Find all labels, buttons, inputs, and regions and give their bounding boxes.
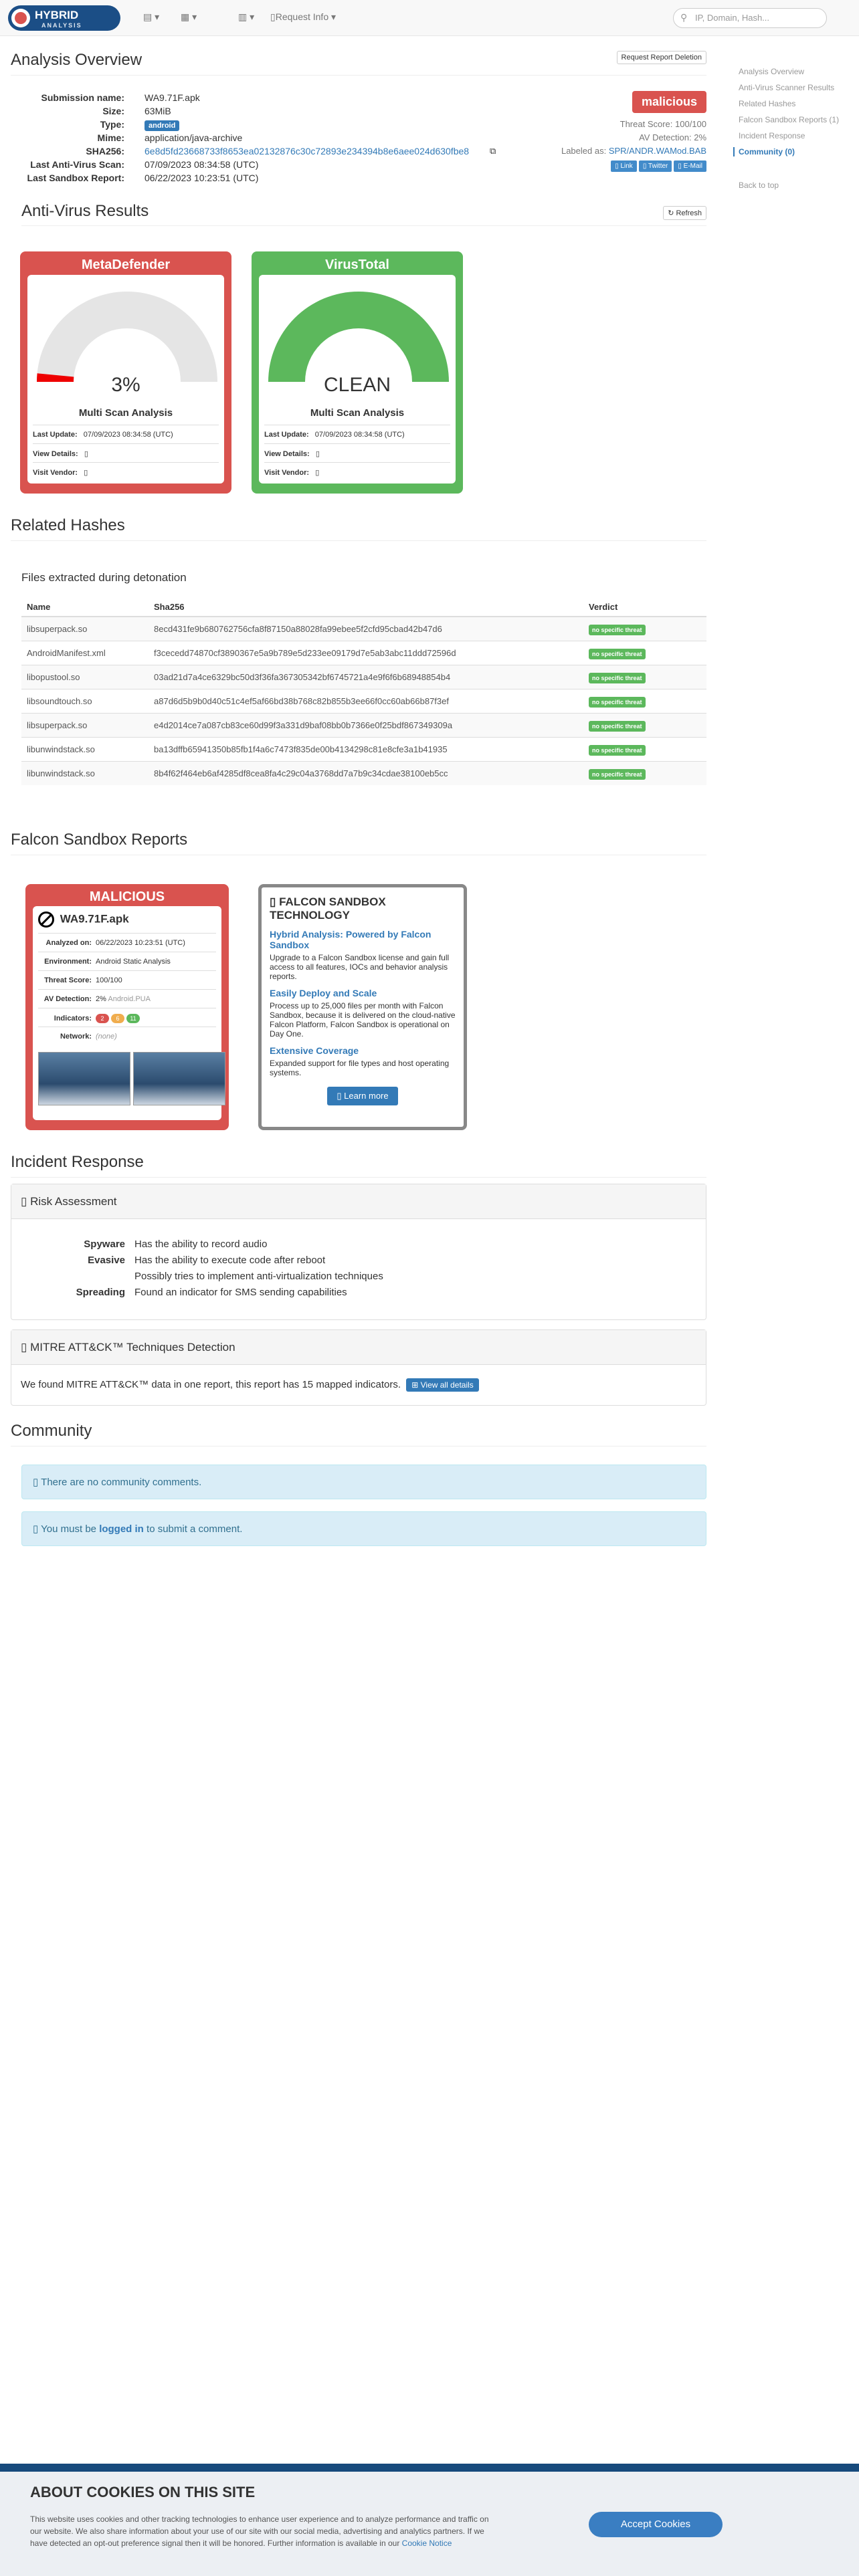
search-input[interactable] (673, 8, 827, 28)
table-row (21, 737, 706, 761)
labeled-as-link[interactable]: SPR/ANDR.WAMod.BAB (608, 146, 706, 156)
col-name: Name (21, 598, 149, 617)
verdict-badge: no specific threat (589, 625, 646, 635)
nav-menu-resources[interactable]: ▥ ▾ (238, 11, 255, 22)
av-card-name: MetaDefender (81, 257, 171, 272)
search-placeholder: IP, Domain, Hash... (695, 13, 770, 23)
share-email-button[interactable]: ▯ E-Mail (674, 160, 706, 172)
hash-file-name: libsuperpack.so (21, 713, 149, 737)
screenshot-thumbnail-1[interactable] (38, 1052, 130, 1105)
incident-title: Incident Response (11, 1153, 706, 1178)
av-card-metadefender (20, 251, 231, 494)
sandbox-row-analyzed: Analyzed on: 06/22/2023 10:23:51 (UTC) (38, 933, 216, 952)
av-result: CLEAN (323, 374, 391, 396)
sandbox-row-indicators: Indicators: 2 6 11 (38, 1008, 216, 1027)
table-row (21, 761, 706, 785)
login-link[interactable]: logged in (99, 1523, 144, 1535)
community-header (11, 1422, 706, 1446)
hash-file-name: AndroidManifest.xml (21, 641, 149, 665)
hash-file-name: libunwindstack.so (21, 737, 149, 761)
analysis-overview-section (11, 51, 706, 76)
sandbox-row-network: Network: (none) (38, 1027, 216, 1045)
sidebar-item-community[interactable]: Community (0) (733, 147, 856, 156)
vendor-link-icon[interactable]: ▯ (84, 469, 88, 477)
gauge-track (37, 292, 217, 382)
sidebar-item-hashes[interactable]: Related Hashes (739, 99, 796, 108)
hybrid-analysis-logo[interactable] (8, 5, 120, 31)
sandbox-tech-card (258, 884, 467, 1130)
visit-vendor-row: Visit Vendor: ▯ (33, 462, 219, 477)
hash-verdict (583, 761, 706, 785)
indicator-informative: 11 (126, 1014, 140, 1023)
mitre-icon: ▯ (21, 1341, 27, 1354)
tech-text-3: Expanded support for file types and host operating systems. (270, 1059, 450, 1077)
sandbox-row-environment: Environment: Android Static Analysis (38, 952, 216, 970)
view-details-row: View Details: ▯ (33, 443, 219, 458)
verdict-badge: no specific threat (589, 697, 646, 708)
scan-title: Multi Scan Analysis (310, 407, 405, 419)
table-row (21, 617, 706, 641)
risk-assessment-panel: ▯ Risk Assessment Spyware Has the ability to record audio Evasive Has the ability to execute code after reboot Possibly tries to implement anti-virtualization techniques Spreading Found an indicator for SMS sending capabilities (11, 1184, 706, 1320)
col-sha256: Sha256 (149, 598, 583, 617)
sidebar-item-incident[interactable]: Incident Response (739, 131, 805, 140)
verdict-badge: no specific threat (589, 673, 646, 683)
hash-verdict (583, 737, 706, 761)
hash-sha256[interactable]: a87d6d5b9b0d40c51c4ef5af66bd38b768c82b855b3ee66f0cc60ab66b87f3ef (149, 689, 583, 713)
refresh-button[interactable]: ↻ Refresh (663, 206, 706, 220)
verdict-badge: no specific threat (589, 745, 646, 756)
accept-cookies-button[interactable]: Accept Cookies (589, 2512, 723, 2537)
hashes-table (21, 598, 706, 785)
sidebar-nav (739, 67, 856, 197)
tech-text-1: Upgrade to a Falcon Sandbox license and gain full access to all features, IOCs and behavior analysis reports. (270, 953, 450, 981)
info-icon: ▯ (33, 1477, 39, 1488)
threat-meta: Threat Score: 100/100 AV Detection: 2% Labeled as: SPR/ANDR.WAMod.BAB (561, 119, 706, 156)
col-verdict: Verdict (583, 598, 706, 617)
mitre-text-row: We found MITRE ATT&CK™ data in one report, this report has 15 mapped indicators. ⊞ View all details (21, 1378, 479, 1392)
hash-sha256[interactable]: 8b4f62f464eb6af4285df8cea8fa4c29c04a3768dd7a7b9c34cdae38100eb5cc (149, 761, 583, 785)
nav-menu-request-info[interactable]: ▯Request Info ▾ (270, 11, 337, 22)
hash-file-name: libopustool.so (21, 665, 149, 689)
risk-icon: ▯ (21, 1195, 27, 1208)
hash-verdict (583, 713, 706, 737)
risk-assessment-header[interactable]: ▯ Risk Assessment (11, 1184, 706, 1219)
sandbox-row-av-detection: AV Detection: 2% Android.PUA (38, 989, 216, 1008)
share-link-button[interactable]: ▯ Link (611, 160, 637, 172)
tech-heading-1[interactable]: Hybrid Analysis: Powered by Falcon Sandbox (270, 929, 432, 950)
hash-sha256[interactable]: 03ad21d7a4ce6329bc50d3f36fa367305342bf6745721a4e9f6f6b68948854b4 (149, 665, 583, 689)
view-details-row: View Details: ▯ (264, 443, 450, 458)
navbar (0, 0, 859, 36)
hash-file-name: libsoundtouch.so (21, 689, 149, 713)
info-icon: ▯ (270, 11, 276, 22)
hash-verdict (583, 641, 706, 665)
av-card-name: VirusTotal (325, 257, 389, 272)
av-detection: AV Detection: 2% (639, 132, 706, 142)
hash-verdict (583, 689, 706, 713)
overview-details: Submission name: WA9.71F.apk Size: 63MiB Type: android Mime: application/java-archive SHA256: 6e8d5fd23668733f8653ea02132876c30c72893e234394b8e6aee024d630fbe8 ⧉ Last Anti-Virus Scan: 07/09/2023 08:34:58 (UTC) Last Sandbox Report: 06/22/2023 10:23:51 (UTC) malicious Threat Score: 100/100 AV Detection: 2% Labeled as: SPR/ANDR.WAMod.BAB ▯ Link ▯ Twitter ▯ E-Mail (27, 92, 706, 183)
hash-sha256[interactable]: e4d2014ce7a087cb83ce60d99f3a331d9baf08bb0b7366e0f25bdf867349309a (149, 713, 583, 737)
last-update-row: Last Update: 07/09/2023 08:34:58 (UTC) (264, 425, 450, 439)
table-row (21, 641, 706, 665)
indicator-malicious: 2 (96, 1014, 109, 1023)
related-hashes-title: Related Hashes (11, 516, 706, 541)
nav-menu-file[interactable]: ▤ ▾ (143, 11, 160, 22)
cookie-title: ABOUT COOKIES ON THIS SITE (30, 2484, 256, 2500)
tech-title: ▯ FALCON SANDBOX TECHNOLOGY (270, 895, 386, 922)
learn-more-button[interactable]: ▯ Learn more (327, 1087, 397, 1105)
sandbox-report-card[interactable] (25, 884, 229, 1130)
type-badge: android (145, 120, 179, 131)
related-hashes-header (11, 516, 706, 541)
info-icon: ▯ (33, 1523, 39, 1535)
verdict-badge: malicious (632, 91, 706, 113)
scan-title: Multi Scan Analysis (78, 407, 173, 419)
sidebar-item-overview[interactable]: Analysis Overview (739, 67, 805, 76)
page-title: Analysis Overview (11, 51, 706, 76)
search-icon: ⚲ (680, 12, 688, 23)
incident-header (11, 1153, 706, 1178)
table-row (21, 665, 706, 689)
tech-heading-3: Extensive Coverage (270, 1045, 359, 1056)
hash-sha256[interactable]: f3cecedd74870cf3890367e5a9b789e5d233ee09179d7e5ab3abc11ddd72596d (149, 641, 583, 665)
details-link-icon[interactable]: ▯ (315, 450, 320, 458)
indicator-suspicious: 6 (111, 1014, 124, 1023)
sha256-link[interactable]: 6e8d5fd23668733f8653ea02132876c30c72893e234394b8e6aee024d630fbe8 (145, 146, 470, 156)
av-result: 3% (111, 374, 140, 396)
falcon-icon: ▯ (270, 895, 276, 908)
hash-sha256[interactable]: 8ecd431fe9b680762756cfa8f87150a88028fa99ebee5f2cfd95cbad42b47d6 (149, 617, 583, 641)
tech-text-2: Process up to 25,000 files per month with Falcon Sandbox, because it is delivered on the cloud-native Falcon Platform, Falcon Sandbox is operational on Day One. (270, 1001, 456, 1039)
tech-heading-2: Easily Deploy and Scale (270, 988, 377, 998)
hash-file-name: libunwindstack.so (21, 761, 149, 785)
gauge-track (268, 292, 449, 382)
share-buttons (609, 159, 706, 172)
last-update-row: Last Update: 07/09/2023 08:34:58 (UTC) (33, 425, 219, 439)
table-row (21, 713, 706, 737)
mitre-header[interactable]: ▯ MITRE ATT&CK™ Techniques Detection (11, 1330, 706, 1365)
logo-text-top: HYBRID (35, 9, 79, 21)
share-twitter-button[interactable]: ▯ Twitter (639, 160, 672, 172)
malicious-icon (38, 911, 54, 928)
verdict-badge: no specific threat (589, 649, 646, 659)
back-to-top-link[interactable]: Back to top (739, 181, 779, 190)
sidebar-item-av[interactable]: Anti-Virus Scanner Results (739, 83, 835, 92)
copy-icon[interactable]: ⧉ (490, 146, 496, 156)
cookie-text: This website uses cookies and other tracking technologies to enhance user experience and to analyze performance and traffic on our website. We also share information about your use of our site with our social media, advertising and analytics partners. If we have detected an opt-out preference signal then it will be honored. Further information is available in our Cookie Notice (30, 2514, 489, 2548)
hashes-subtitle: Files extracted during detonation (21, 571, 187, 584)
hash-verdict (583, 617, 706, 641)
details-link-icon[interactable]: ▯ (84, 450, 88, 458)
sidebar-item-sandbox[interactable]: Falcon Sandbox Reports (1) (739, 115, 840, 124)
cookie-banner (0, 2464, 859, 2576)
verdict-badge: no specific threat (589, 769, 646, 780)
logo-text-bottom: ANALYSIS (41, 22, 82, 29)
hash-sha256[interactable]: ba13dffb65941350b85fb1f4a6c7473f835de00b4134298c81e8cfe3a1b41935 (149, 737, 583, 761)
sandbox-header (11, 831, 706, 855)
nav-menu-tools[interactable]: ▦ ▾ (181, 11, 197, 22)
login-alert: ▯ You must be logged in to submit a comment. (21, 1511, 706, 1546)
hash-file-name: libsuperpack.so (21, 617, 149, 641)
mitre-panel (11, 1329, 706, 1406)
cookie-notice-link[interactable]: Cookie Notice (401, 2539, 452, 2548)
community-title: Community (11, 1422, 706, 1446)
request-deletion-button[interactable]: Request Report Deletion (617, 51, 706, 64)
threat-score: Threat Score: 100/100 (619, 119, 706, 129)
sandbox-file-title: WA9.71F.apk (38, 911, 216, 932)
av-title: Anti-Virus Results (21, 202, 149, 220)
visit-vendor-row: Visit Vendor: ▯ (264, 462, 450, 477)
sandbox-row-threat-score: Threat Score: 100/100 (38, 970, 216, 989)
sandbox-title: Falcon Sandbox Reports (11, 831, 706, 855)
screenshot-thumbnail-2[interactable] (133, 1052, 225, 1105)
no-comments-alert: ▯ There are no community comments. (21, 1465, 706, 1499)
view-all-details-button[interactable]: ⊞ View all details (406, 1378, 479, 1392)
vendor-link-icon[interactable]: ▯ (315, 469, 320, 477)
verdict-badge: no specific threat (589, 721, 646, 732)
sandbox-card-header: MALICIOUS (89, 889, 165, 904)
av-card-virustotal (252, 251, 463, 494)
hash-verdict (583, 665, 706, 689)
table-row (21, 689, 706, 713)
av-section-header (21, 202, 706, 226)
